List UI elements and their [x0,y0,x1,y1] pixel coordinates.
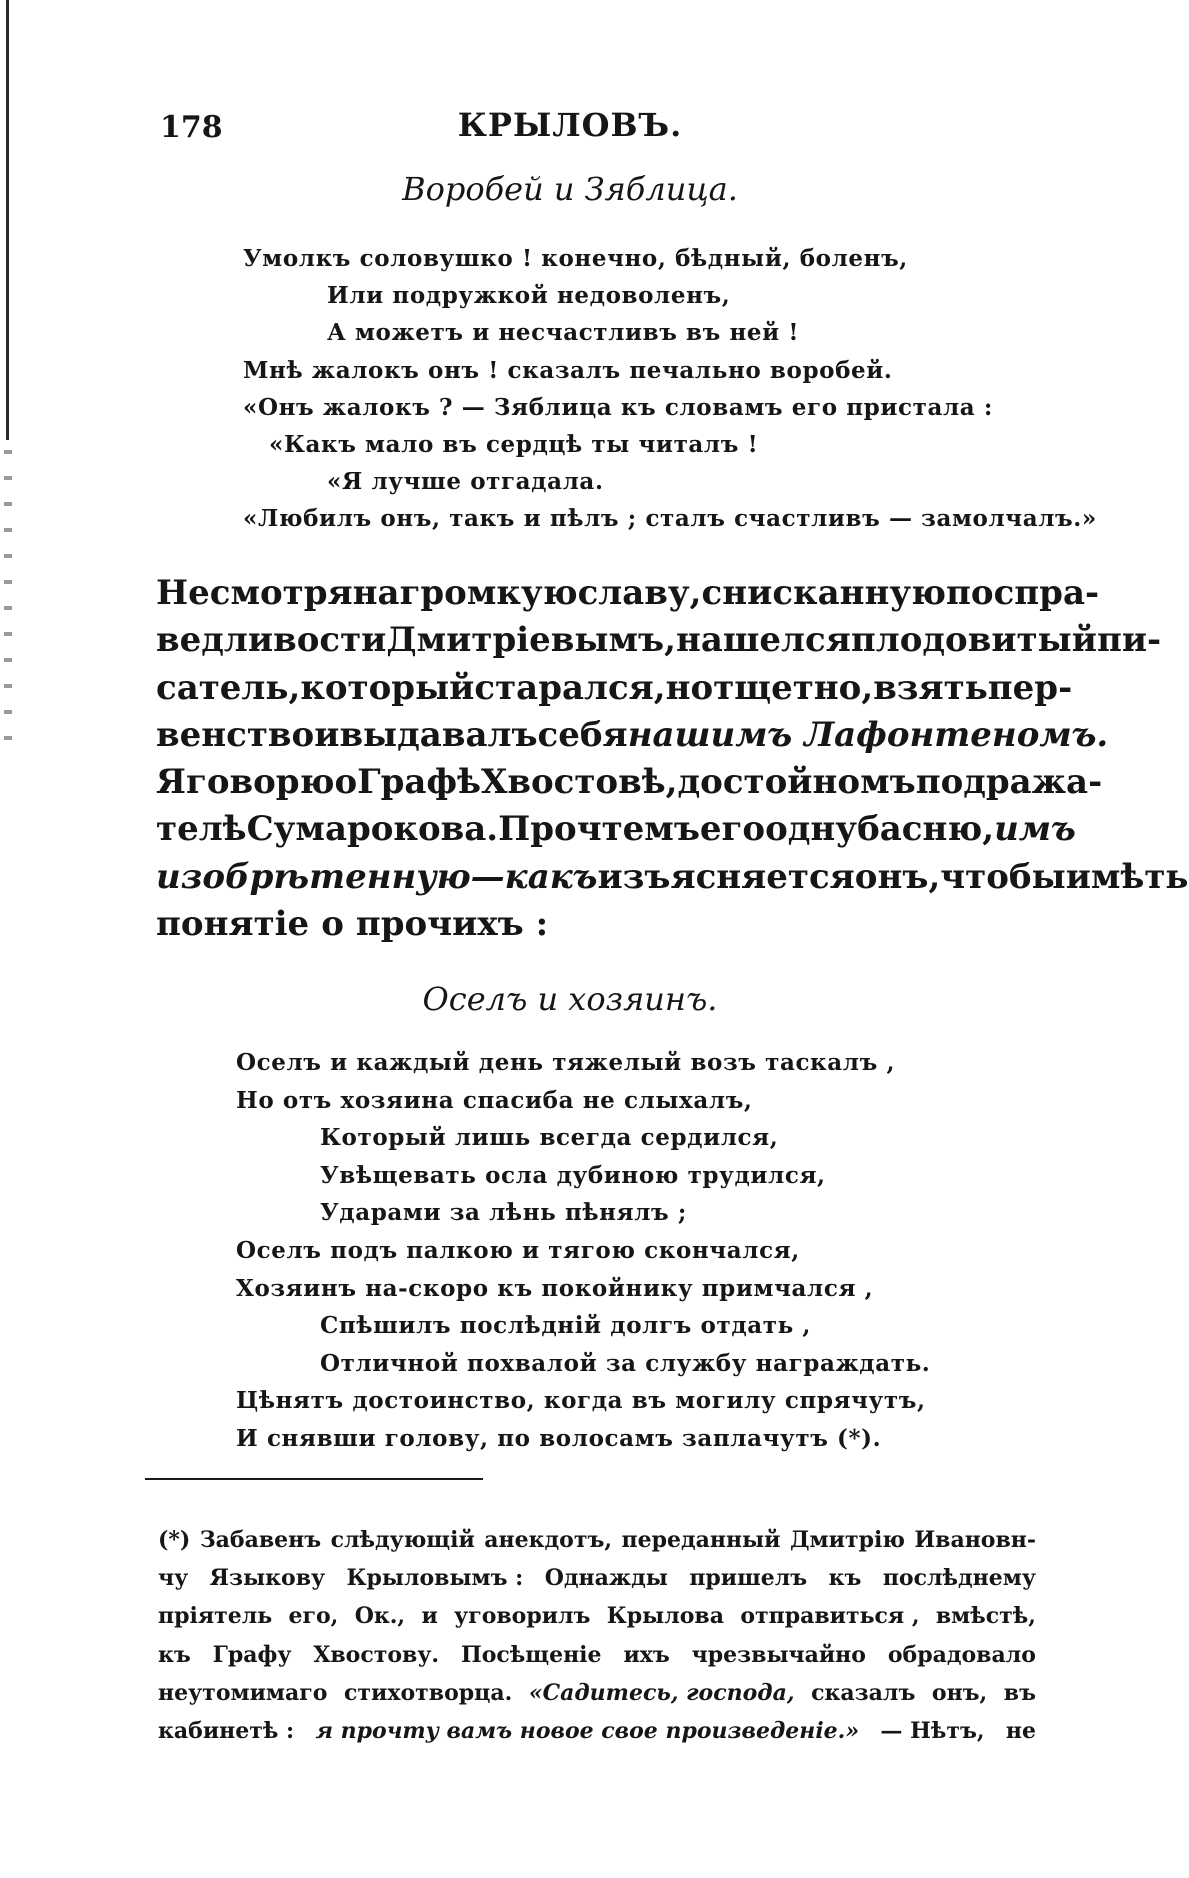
word: по [946,573,994,613]
word: Ок., [354,1603,406,1630]
word: который [300,667,475,708]
prose-paragraph [156,570,1189,948]
word: о [334,762,358,803]
word: кабинетѣ : [158,1717,295,1744]
word: имѣть [1065,856,1189,897]
word: Ивановн- [914,1527,1036,1553]
word: изобрѣтенную—какъ [156,856,598,897]
word: тщетно, [713,667,874,708]
word: смотря [209,573,353,613]
word: нашелся [675,620,851,661]
word: стихотворца. [344,1679,513,1706]
word: достойномъ [677,762,916,803]
word: подража- [915,762,1103,803]
word: чтобы [940,856,1066,897]
word: неутомимаго [158,1679,328,1706]
word: пер- [987,667,1073,708]
footnote-line [158,1597,1036,1635]
running-head: КРЫЛОВЪ. [457,106,683,144]
word: взять [873,667,988,708]
poem-2-line: Отличной похвалой за службу награждать. [320,1349,931,1377]
prose-line [156,712,1109,759]
word: ихъ [623,1641,670,1668]
word: Графу [212,1641,292,1668]
prose-line [156,570,1100,617]
word: Языкову [209,1565,326,1592]
word: и [421,1603,438,1630]
word: и [314,714,340,755]
poem-2-line: И снявши голову, по волосамъ заплачутъ (*). [236,1424,882,1452]
word: себя [537,714,628,755]
word: Посѣщеніе [460,1641,602,1668]
word: прочихъ [355,904,524,945]
poem-title-1: Воробей и Зяблица. [402,170,738,208]
word: его [699,809,766,850]
footnote-line [158,1521,1036,1559]
prose-line [156,901,1052,948]
word: онъ [854,856,929,897]
word: слѣдующій [330,1527,475,1553]
poem-2-line: Хозяинъ на-скоро къ покойнику примчался , [236,1274,874,1302]
poem-1-line: Или подружкой недоволенъ, [327,282,731,310]
word: плодовитый [850,620,1097,661]
word: чрезвычайно [691,1641,866,1668]
poem-1-line: Мнѣ жалокъ онъ ! сказалъ печально воробей. [243,356,893,384]
word: , [288,667,301,708]
word: на [352,573,400,613]
prose-line [156,665,1073,712]
poem-1-line: Умолкъ соловушко ! конечно, бѣдный, боленъ, [243,245,908,272]
prose-line [156,617,1162,664]
word: къ [828,1565,862,1592]
page-number: 178 [160,110,223,145]
poem-2-line: Увѣщевать осла дубиною трудился, [320,1161,826,1189]
poem-1-line: «Какъ мало въ сердцѣ ты читалъ ! [269,431,759,459]
word: — Нѣтъ, [880,1717,985,1744]
prose-line [156,759,1103,806]
word: , [665,762,678,803]
word: его, [288,1603,339,1630]
word: Дмитріевымъ [386,620,665,661]
word: къ [158,1641,191,1668]
word: Графѣ [357,762,481,803]
poem-1-line: «Онъ жалокъ ? — Зяблица къ словамъ его пристала : [243,393,993,421]
footnote-line [158,1674,1036,1712]
word: я прочту вамъ новое свое произведеніе.» [315,1717,860,1744]
word: Прочтемъ [498,809,700,850]
word: громкую [399,573,578,613]
word: ведливости [156,620,387,661]
poem-1-line: «Я лучше отгадала. [327,468,604,496]
word: о [321,904,344,945]
word: сатель [156,667,289,708]
word: послѣднему [882,1565,1036,1592]
word: венство [156,714,315,755]
word: Забавенъ [199,1527,322,1553]
poem-2-line: Оселъ и каждый день тяжелый возъ таскалъ , [236,1049,896,1076]
word: говорю [185,762,335,803]
word: имъ [994,809,1076,850]
word: Сумарокова. [246,809,499,850]
poem-2-line: Спѣшилъ послѣдній долгъ отдать , [320,1312,812,1340]
poem-2-line: Но отъ хозяина спасиба не слыхалъ, [236,1086,753,1114]
word: басню, [857,809,995,850]
word: онъ, [931,1679,988,1706]
word: обрадовало [887,1641,1036,1668]
footnote-line [158,1559,1036,1597]
word: въ [1003,1679,1036,1706]
word: (*) [158,1527,191,1553]
word: выдавалъ [339,714,538,755]
poem-2-line: Цѣнятъ достоинство, когда въ могилу спрячутъ, [236,1387,926,1415]
word: переданный [621,1527,781,1553]
word: но [665,667,714,708]
word: старался [474,667,654,708]
word: , [653,667,666,708]
word: анекдотъ, [484,1527,613,1553]
prose-line [156,854,1189,901]
word: отправиться , [740,1603,920,1630]
poem-2 [236,1044,930,1458]
poem-1 [243,240,1097,538]
word: пи- [1096,620,1162,661]
word: Крыловымъ : [346,1565,524,1592]
word: уговорилъ [454,1603,591,1630]
poem-1-line: «Любилъ онъ, такъ и пѣлъ ; сталъ счастливъ — замолчалъ.» [243,505,1097,533]
word: одну [765,809,858,850]
word: не [1005,1717,1036,1744]
word: , [928,856,941,897]
footnote [158,1521,1036,1750]
word: : [535,904,549,945]
word: пріятель [158,1603,273,1630]
word: чу [158,1565,189,1592]
word: вмѣстѣ, [935,1603,1036,1630]
word: , [664,620,676,661]
word: телѣ [156,809,247,850]
word: «Садитесь, господа, [528,1679,795,1706]
word: понятіе [156,904,310,945]
word: снисканную [701,573,947,613]
word: славу [577,573,690,613]
word: Хвостову. [313,1641,440,1668]
poem-title-2: Оселъ и хозяинъ. [422,980,718,1018]
word: нашимъ Лафонтеномъ. [627,714,1109,755]
word: пришелъ [689,1565,808,1592]
word: Крылова [606,1603,724,1630]
word: сказалъ [811,1679,916,1706]
poem-2-line: Ударами за лѣнь пѣнялъ ; [320,1199,687,1227]
word: , [689,573,702,613]
prose-line [156,806,1076,853]
word: Однажды [544,1565,668,1592]
word: Я [156,762,186,803]
footnote-line [158,1712,1036,1750]
footnote-line [158,1636,1036,1674]
word: изъясняется [597,856,855,897]
poem-2-line: Оселъ подъ палкою и тягою скончался, [236,1236,800,1264]
word: Дмитрію [789,1527,905,1553]
poem-1-line: А можетъ и несчастливъ въ ней ! [327,319,800,347]
word: Хвостовѣ [480,762,666,803]
word: спра- [993,573,1100,613]
poem-2-line: Который лишь всегда сердился, [320,1124,779,1152]
footnote-rule [145,1478,483,1480]
word: Не [156,573,210,613]
